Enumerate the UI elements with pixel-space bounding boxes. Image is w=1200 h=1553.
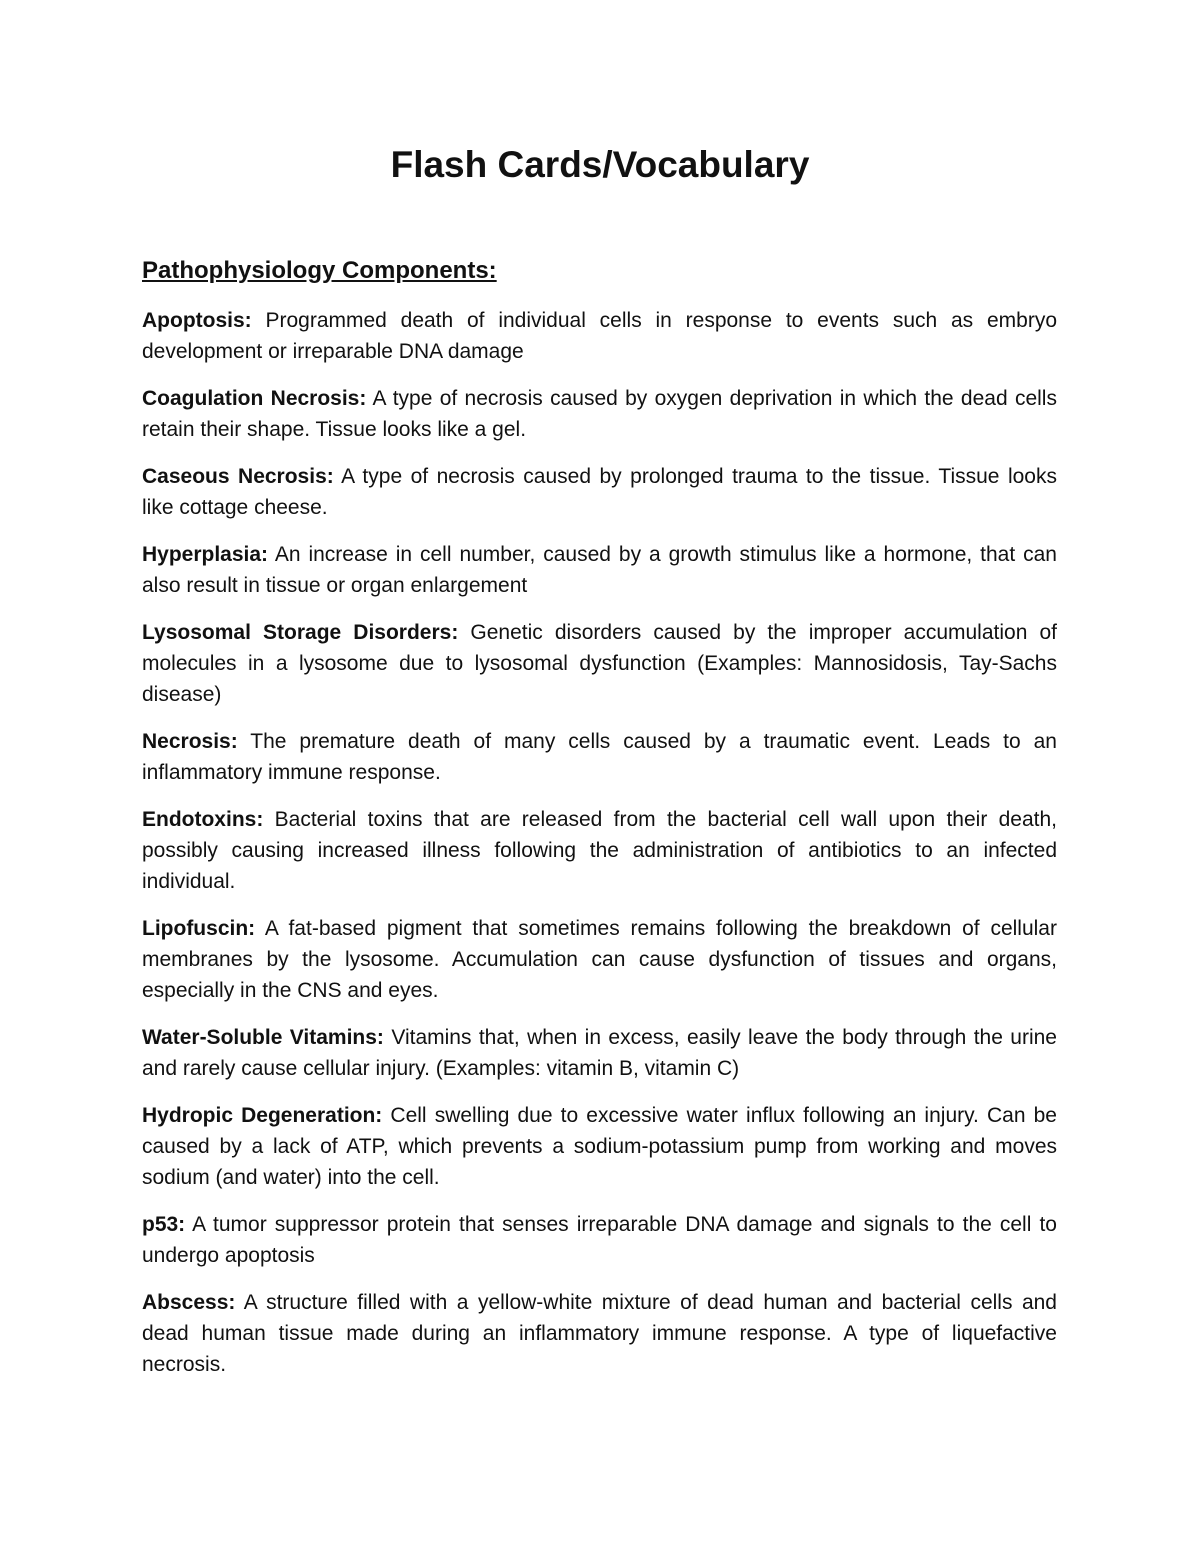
vocab-entry-water-soluble-vitamins (142, 1022, 1057, 1084)
vocab-entry-hyperplasia (142, 539, 1057, 601)
vocab-definition: A structure filled with a yellow-white mixture of dead human and bacterial cells and dead human tissue made during an inflammatory immune response. A type of liquefactive necrosis. (142, 1291, 1057, 1376)
vocab-definition: Genetic disorders caused by the improper accumulation of molecules in a lysosome due to lysosomal dysfunction (Examples: Mannosidosis, Tay-Sachs disease) (142, 621, 1057, 706)
vocab-entry-necrosis (142, 726, 1057, 788)
vocab-entry-abscess (142, 1287, 1057, 1380)
vocab-term: Hyperplasia: (142, 543, 269, 566)
vocab-term: Abscess: (142, 1291, 236, 1314)
document-body (142, 254, 1057, 1396)
vocab-entry-coagulation-necrosis (142, 383, 1057, 445)
vocab-entry-lysosomal-storage-disorders (142, 617, 1057, 710)
vocab-definition: Bacterial toxins that are released from the bacterial cell wall upon their death, possibly causing increased illness following the administration of antibiotics to an infected individual. (142, 808, 1057, 893)
vocab-term: Hydropic Degeneration: (142, 1104, 383, 1127)
vocab-term: Caseous Necrosis: (142, 465, 334, 488)
vocab-definition: Vitamins that, when in excess, easily leave the body through the urine and rarely cause cellular injury. (Examples: vitamin B, vitamin C) (142, 1026, 1057, 1080)
vocab-term: Necrosis: (142, 730, 238, 753)
vocab-term: Endotoxins: (142, 808, 264, 831)
page-title: Flash Cards/Vocabulary (390, 144, 810, 185)
vocab-term: p53: (142, 1213, 186, 1236)
vocab-term: Coagulation Necrosis: (142, 387, 367, 410)
vocab-term: Lysosomal Storage Disorders: (142, 621, 459, 644)
vocab-definition: Programmed death of individual cells in response to events such as embryo development or irreparable DNA damage (142, 309, 1057, 363)
vocab-entry-lipofuscin (142, 913, 1057, 1006)
vocab-entry-apoptosis (142, 305, 1057, 367)
vocab-definition: A fat-based pigment that sometimes remains following the breakdown of cellular membranes by the lysosome. Accumulation can cause dysfunction of tissues and organs, especially in the CNS and eyes. (142, 917, 1057, 1002)
vocab-entry-endotoxins (142, 804, 1057, 897)
vocab-entry-p53 (142, 1209, 1057, 1271)
vocab-term: Water-Soluble Vitamins: (142, 1026, 384, 1049)
vocab-definition: An increase in cell number, caused by a growth stimulus like a hormone, that can also result in tissue or organ enlargement (142, 543, 1057, 597)
vocab-entry-hydropic-degeneration (142, 1100, 1057, 1193)
vocab-definition: The premature death of many cells caused by a traumatic event. Leads to an inflammatory immune response. (142, 730, 1057, 784)
vocab-definition: A tumor suppressor protein that senses irreparable DNA damage and signals to the cell to undergo apoptosis (142, 1213, 1057, 1267)
section-heading: Pathophysiology Components: (142, 257, 497, 284)
vocab-term: Apoptosis: (142, 309, 252, 332)
vocab-definition: A type of necrosis caused by prolonged trauma to the tissue. Tissue looks like cottage cheese. (142, 465, 1057, 519)
vocab-term: Lipofuscin: (142, 917, 256, 940)
vocab-definition: A type of necrosis caused by oxygen deprivation in which the dead cells retain their shape. Tissue looks like a gel. (142, 387, 1057, 441)
vocab-entry-caseous-necrosis (142, 461, 1057, 523)
vocab-definition: Cell swelling due to excessive water influx following an injury. Can be caused by a lack of ATP, which prevents a sodium-potassium pump from working and moves sodium (and water) into the cell. (142, 1104, 1057, 1189)
